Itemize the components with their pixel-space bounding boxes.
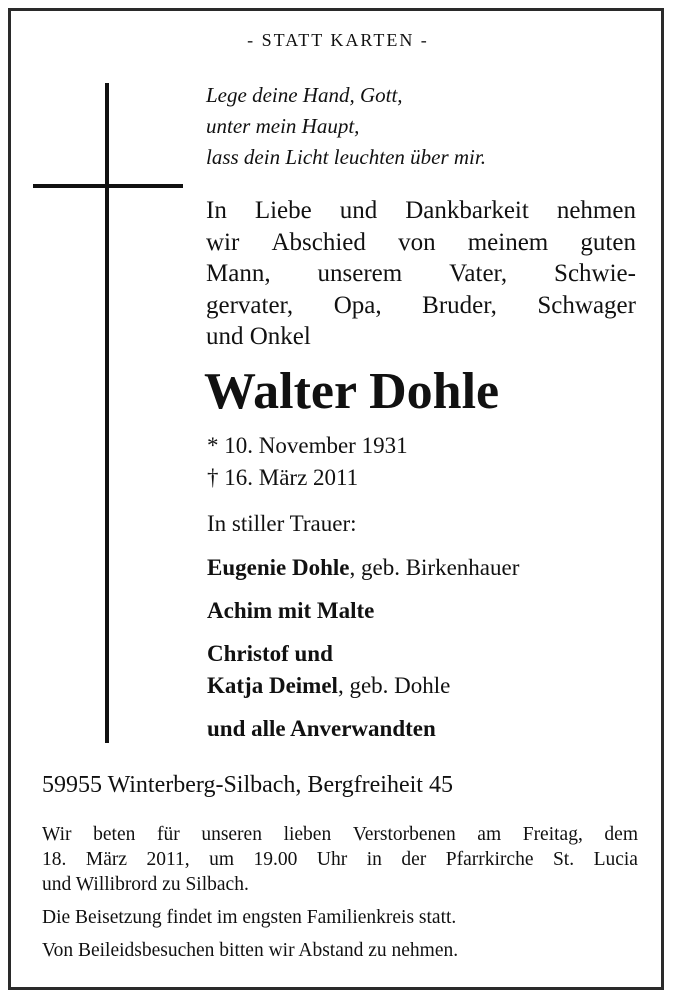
- farewell-line: [206, 195, 636, 227]
- death-date: † 16. März 2011: [207, 465, 359, 490]
- mourner-entry: [207, 555, 519, 581]
- word: meinem: [467, 228, 549, 256]
- word: der: [401, 849, 427, 870]
- word: wir: [206, 228, 240, 256]
- mourner-name: Christof und: [207, 641, 333, 666]
- mourner-entry: [207, 641, 333, 667]
- service-notice: [42, 822, 638, 897]
- word: März: [85, 849, 128, 870]
- word: Vater,: [449, 260, 508, 287]
- word: von: [398, 228, 436, 256]
- service-line: [42, 847, 638, 872]
- word: Pfarrkirche: [445, 849, 534, 870]
- word: 2011,: [146, 849, 190, 870]
- word: St.: [552, 849, 575, 870]
- cross-icon-vertical-bar: [105, 83, 109, 743]
- farewell-line: [206, 227, 636, 259]
- bible-verse: [206, 80, 626, 173]
- mourner-name: Katja Deimel: [207, 673, 338, 698]
- word: unseren: [201, 824, 262, 845]
- word: und: [339, 197, 378, 224]
- burial-notice: Die Beisetzung findet im engsten Familienkreis statt.: [42, 907, 457, 928]
- farewell-line: [206, 258, 636, 290]
- mourner-name: und alle Anverwandten: [207, 716, 436, 741]
- word: am: [477, 824, 502, 845]
- word: guten: [580, 228, 636, 256]
- word: 19.00: [253, 849, 298, 870]
- word: Mann,: [206, 260, 271, 287]
- word: für: [156, 824, 180, 845]
- word: Wir: [42, 824, 72, 845]
- cross-icon-horizontal-bar: [33, 184, 183, 188]
- farewell-line: [206, 321, 636, 353]
- word: dem: [604, 824, 638, 845]
- mourner-suffix: , geb. Dohle: [337, 673, 451, 698]
- mourning-label: In stiller Trauer:: [207, 511, 357, 536]
- word: Schwie-: [554, 260, 636, 287]
- word: um: [209, 849, 235, 870]
- word: Verstorbenen: [352, 824, 456, 845]
- word: beten: [93, 824, 136, 845]
- word: in: [366, 849, 382, 870]
- word: nehmen: [556, 197, 636, 224]
- mourner-name: Eugenie Dohle: [207, 555, 350, 580]
- word: Lucia: [593, 849, 638, 870]
- word: und Onkel: [206, 323, 311, 350]
- word: Opa,: [333, 291, 382, 319]
- service-line: [42, 822, 638, 847]
- birth-date: * 10. November 1931: [207, 433, 408, 458]
- farewell-text: [206, 195, 636, 353]
- word: Dankbarkeit: [405, 197, 529, 224]
- word: Freitag,: [522, 824, 583, 845]
- life-dates: [207, 430, 408, 494]
- farewell-line: [206, 290, 636, 322]
- word: Uhr: [316, 849, 348, 870]
- condolence-notice: Von Beileidsbesuchen bitten wir Abstand zu nehmen.: [42, 940, 459, 961]
- service-line: und Willibrord zu Silbach.: [42, 874, 249, 895]
- mourner-name: Achim mit Malte: [207, 598, 375, 623]
- word: Liebe: [254, 197, 312, 224]
- verse-line: lass dein Licht leuchten über mir.: [206, 145, 486, 169]
- verse-line: Lege deine Hand, Gott,: [206, 83, 403, 107]
- mourner-entry: [207, 716, 436, 742]
- word: Abschied: [271, 228, 366, 256]
- word: unserem: [317, 260, 403, 287]
- statt-karten-header: - STATT KARTEN -: [247, 30, 429, 50]
- deceased-name: Walter Dohle: [204, 363, 500, 420]
- family-address: 59955 Winterberg-Silbach, Bergfreiheit 45: [42, 772, 453, 798]
- word: Schwager: [537, 291, 636, 319]
- word: Bruder,: [422, 291, 497, 319]
- word: 18.: [42, 849, 67, 870]
- word: In: [206, 197, 227, 224]
- word: gervater,: [206, 291, 294, 319]
- word: lieben: [283, 824, 332, 845]
- mourner-entry: [207, 673, 450, 699]
- mourner-entry: [207, 598, 374, 624]
- mourner-suffix: , geb. Birkenhauer: [349, 555, 520, 580]
- verse-line: unter mein Haupt,: [206, 114, 360, 138]
